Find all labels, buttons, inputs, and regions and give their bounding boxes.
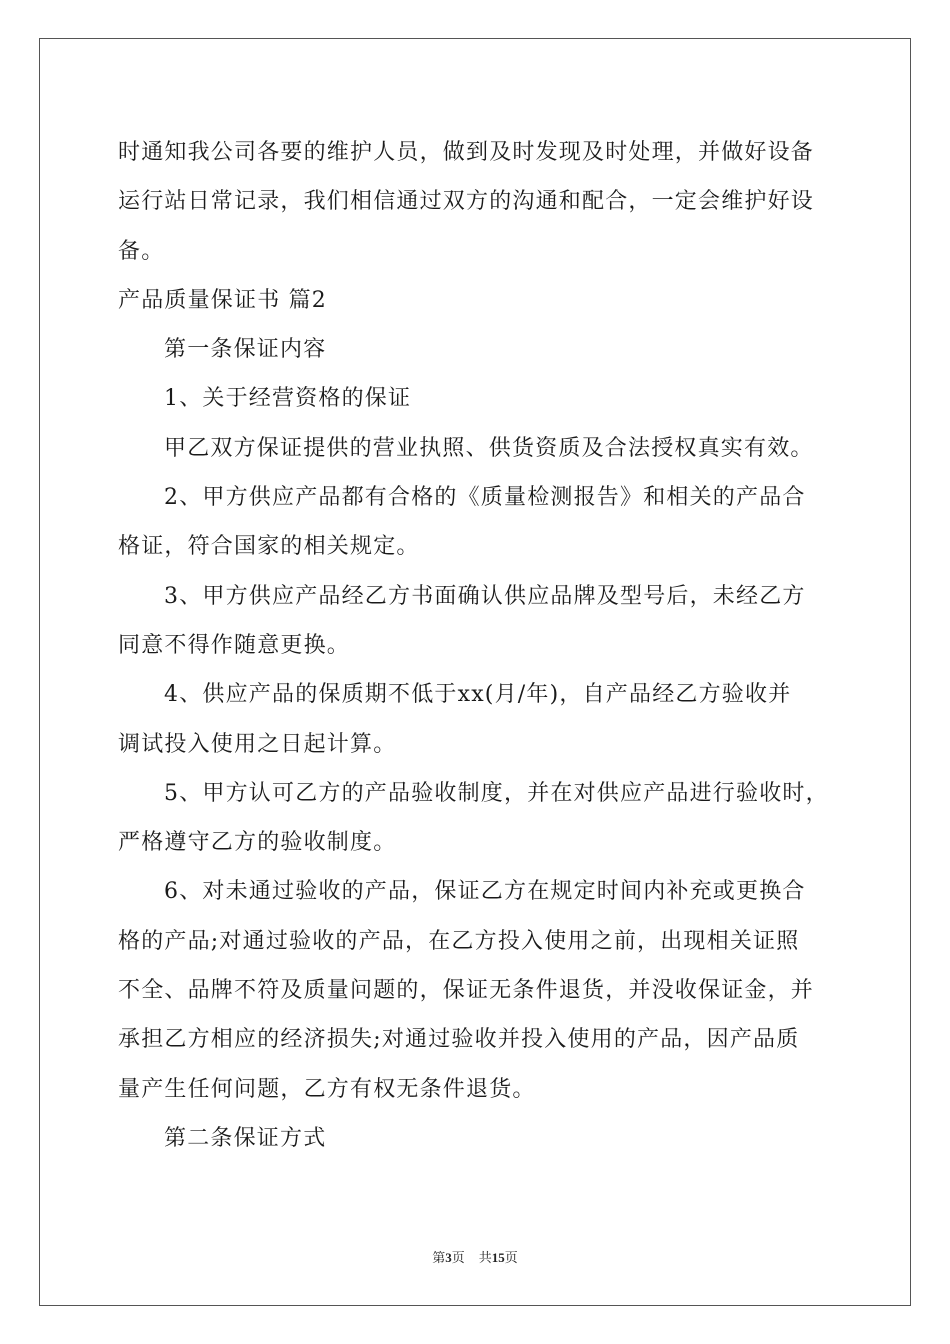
section-heading: 产品质量保证书 篇2 bbox=[118, 287, 327, 313]
text-line: 格的产品;对通过验收的产品，在乙方投入使用之前，出现相关证照 bbox=[118, 928, 800, 954]
clause-line: 5、甲方认可乙方的产品验收制度，并在对供应产品进行验收时， bbox=[164, 780, 829, 806]
text-line: 严格遵守乙方的验收制度。 bbox=[118, 830, 397, 856]
page-prefix: 第 bbox=[432, 1250, 446, 1265]
article-heading: 第二条保证方式 bbox=[164, 1125, 327, 1151]
text-line: 运行站日常记录，我们相信通过双方的沟通和配合，一定会维护好设 bbox=[118, 189, 815, 215]
document-body bbox=[118, 128, 838, 1163]
text-line: 备。 bbox=[118, 238, 165, 264]
text-line: 量产生任何问题，乙方有权无条件退货。 bbox=[118, 1076, 536, 1102]
text-line: 甲乙双方保证提供的营业执照、供货资质及合法授权真实有效。 bbox=[164, 435, 814, 461]
text-line: 同意不得作随意更换。 bbox=[118, 632, 351, 658]
text-line: 不全、品牌不符及质量问题的，保证无条件退货，并没收保证金，并 bbox=[118, 978, 815, 1004]
total-suffix: 页 bbox=[504, 1250, 518, 1265]
article-heading: 第一条保证内容 bbox=[164, 337, 327, 363]
clause-line: 2、甲方供应产品都有合格的《质量检测报告》和相关的产品合 bbox=[164, 485, 806, 511]
text-line: 调试投入使用之日起计算。 bbox=[118, 731, 397, 757]
page-total: 15 bbox=[491, 1250, 505, 1265]
total-prefix: 共 bbox=[478, 1250, 492, 1265]
text-line: 承担乙方相应的经济损失;对通过验收并投入使用的产品，因产品质 bbox=[118, 1027, 800, 1053]
clause-line: 3、甲方供应产品经乙方书面确认供应品牌及型号后，未经乙方 bbox=[164, 583, 806, 609]
text-line: 时通知我公司各要的维护人员，做到及时发现及时处理，并做好设备 bbox=[118, 140, 815, 165]
clause-line: 4、供应产品的保质期不低于xx(月/年)，自产品经乙方验收并 bbox=[164, 682, 792, 708]
clause-heading: 1、关于经营资格的保证 bbox=[164, 386, 412, 412]
text-line: 格证，符合国家的相关规定。 bbox=[118, 534, 420, 560]
page-footer bbox=[0, 1247, 950, 1266]
clause-line: 6、对未通过验收的产品，保证乙方在规定时间内补充或更换合 bbox=[164, 879, 806, 905]
page-current: 3 bbox=[445, 1250, 452, 1265]
page-suffix: 页 bbox=[451, 1250, 465, 1265]
